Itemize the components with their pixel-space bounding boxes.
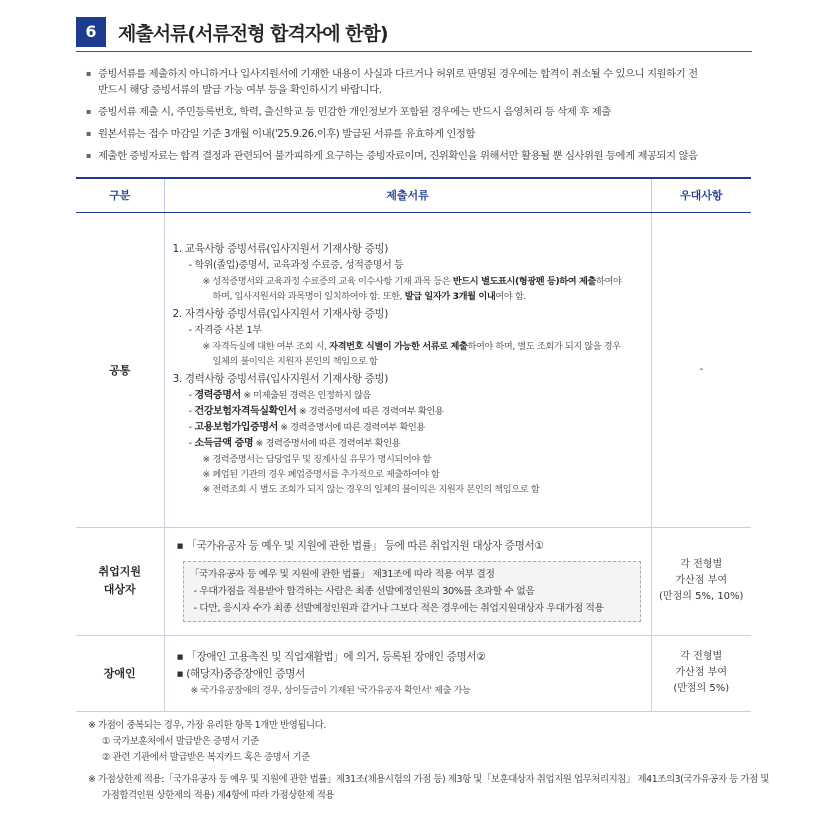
col-header-documents: 제출서류 — [164, 178, 651, 212]
career-item: - 건강보험자격득실확인서 ※ 경력증명서에 따른 경력여부 확인용 — [188, 405, 444, 417]
table-row-employment — [76, 527, 751, 635]
documents-common: 1. 교육사항 증빙서류(입사지원서 기재사항 증빙) - 학위(졸업)증명서, 교육과정 수료증, 성적증명서 등 ※ 성적증명서와 교육과정 수료증의 교육 이수사항 기재 과목 등은 반드시 별도표시(형광펜 등)하여 제출하여야 하며, 입사지원서와 과목명이 일치하여야 함. 또한, 발급 일자가 3개월 이내여야 함. 2. 자격사항 증빙서류(입사지원서 기재사항 증빙) - 자격증 사본 1부 ※ 자격득실에 대한 여부 조회 시, 자격번호 식별이 가능한 서류로 제출하여야 하며, 별도 조회가 되지 않을 경우 일체의 불이익은 지원자 본인의 책임으로 함 3. 경력사항 증빙서류(입사지원서 기재사항 증빙) - 경력증명서 ※ 미제출된 경력은 인정하지 않음 - 건강보험자격득실확인서 ※ 경력증명서에 따른 경력여부 확인용 - 고용보험가입증명서 ※ 경력증명서에 따른 경력여부 확인용 - 소득금액 증명 ※ 경력증명서에 따른 경력여부 확인용 ※ 경력증명서는 담당업무 및 징계사실 유무가 명시되어야 함 ※ 폐업된 기관의 경우 폐업증명서를 추가적으로 제출하여야 함 ※ 전력조회 시 별도 조회가 되지 않는 경우의 일체의 불이익은 지원자 본인의 책임으로 함 — [164, 212, 651, 527]
col-header-benefits: 우대사항 — [651, 178, 751, 212]
notice-item: ▪ 증빙서류 제출 시, 주민등록번호, 학력, 출신학교 등 민감한 개인정보가 포함된 경우에는 반드시 음영처리 등 삭제 후 제출 — [88, 104, 748, 120]
table-row-disabled — [76, 635, 751, 711]
category-employment: 취업지원 대상자 — [76, 527, 164, 635]
career-item: - 소득금액 증명 ※ 경력증명서에 따른 경력여부 확인용 — [188, 437, 401, 449]
documents-employment: ▪ 「국가유공자 등 예우 및 지원에 관한 법률」 등에 따른 취업지원 대상자 증명서① 「국가유공자 등 예우 및 지원에 관한 법률」 제31조에 따라 적용 여부 결정 - 우대가점을 적용받아 합격하는 사람은 최종 선발예정인원의 30%를 초과할 수 없음 - 다만, 응시자 수가 최종 선발예정인원과 같거나 그보다 적은 경우에는 취업지원대상자 우대가점 적용 — [164, 527, 651, 635]
legal-note-box: 「국가유공자 등 예우 및 지원에 관한 법률」 제31조에 따라 적용 여부 결정 - 우대가점을 적용받아 합격하는 사람은 최종 선발예정인원의 30%를 초과할 수 없음 - 다만, 응시자 수가 최종 선발예정인원과 같거나 그보다 적은 경우에는 취업지원대상자 우대가점 적용 — [183, 561, 641, 622]
notice-item: ▪ 원본서류는 접수 마감일 기준 3개월 이내('25.9.26.이후) 발급된 서류를 유효하게 인정함 — [88, 126, 748, 142]
footnotes: ※ 가점이 중복되는 경우, 가장 유리한 항목 1개만 반영됩니다. ① 국가보훈처에서 발급받은 증명서 기준 ② 관련 기관에서 발급받은 복지카드 혹은 증명서 기준 ※ 가점상한제 적용:「국가유공자 등 예우 및 지원에 관한 법률」제31조(채용시험의 가점 등) 제3항 및「보훈대상자 취업지원 업무처리지침」 제41조의3(국가유공자 등 가점 및 가점합격인원 상한제의 적용) 제4항에 따라 가점상한제 적용 — [88, 720, 770, 801]
benefit-employment: 각 전형별 가산점 부여 (만점의 5%, 10%) — [651, 527, 751, 635]
section-number: 6 — [76, 17, 106, 47]
career-item: - 고용보험가입증명서 ※ 경력증명서에 따른 경력여부 확인용 — [188, 421, 425, 433]
col-header-category: 구분 — [76, 178, 164, 212]
category-disabled: 장애인 — [76, 635, 164, 711]
section-header — [76, 14, 752, 52]
table-row-common — [76, 212, 751, 527]
notice-item: ▪ 제출한 증빙자료는 합격 결정과 관련되어 불가피하게 요구하는 증빙자료이며, 진위확인을 위해서만 활용될 뿐 심사위원 등에게 제공되지 않음 — [88, 148, 748, 164]
benefit-common: - — [651, 212, 751, 527]
notice-list — [88, 66, 748, 170]
career-item: - 경력증명서 ※ 미제출된 경력은 인정하지 않음 — [188, 389, 371, 401]
notice-item: ▪ 증빙서류를 제출하지 아니하거나 입사지원서에 기재한 내용이 사실과 다르거나 허위로 판명된 경우에는 합격이 취소될 수 있으니 지원하기 전 반드시 해당 증빙서류의 발급 가능 여부 등을 확인하시기 바랍니다. — [88, 66, 748, 98]
documents-disabled: ▪ 「장애인 고용촉진 및 직업재활법」에 의거, 등록된 장애인 증명서② ▪ (해당자)중증장애인 증명서 ※ 국가유공장애의 경우, 상이등급이 기재된 '국가유공자 확인서' 제출 가능 — [164, 635, 651, 711]
benefit-disabled: 각 전형별 가산점 부여 (만점의 5%) — [651, 635, 751, 711]
section-title: 제출서류(서류전형 합격자에 한함) — [118, 23, 388, 45]
category-common: 공통 — [76, 212, 164, 527]
documents-table — [76, 177, 751, 712]
